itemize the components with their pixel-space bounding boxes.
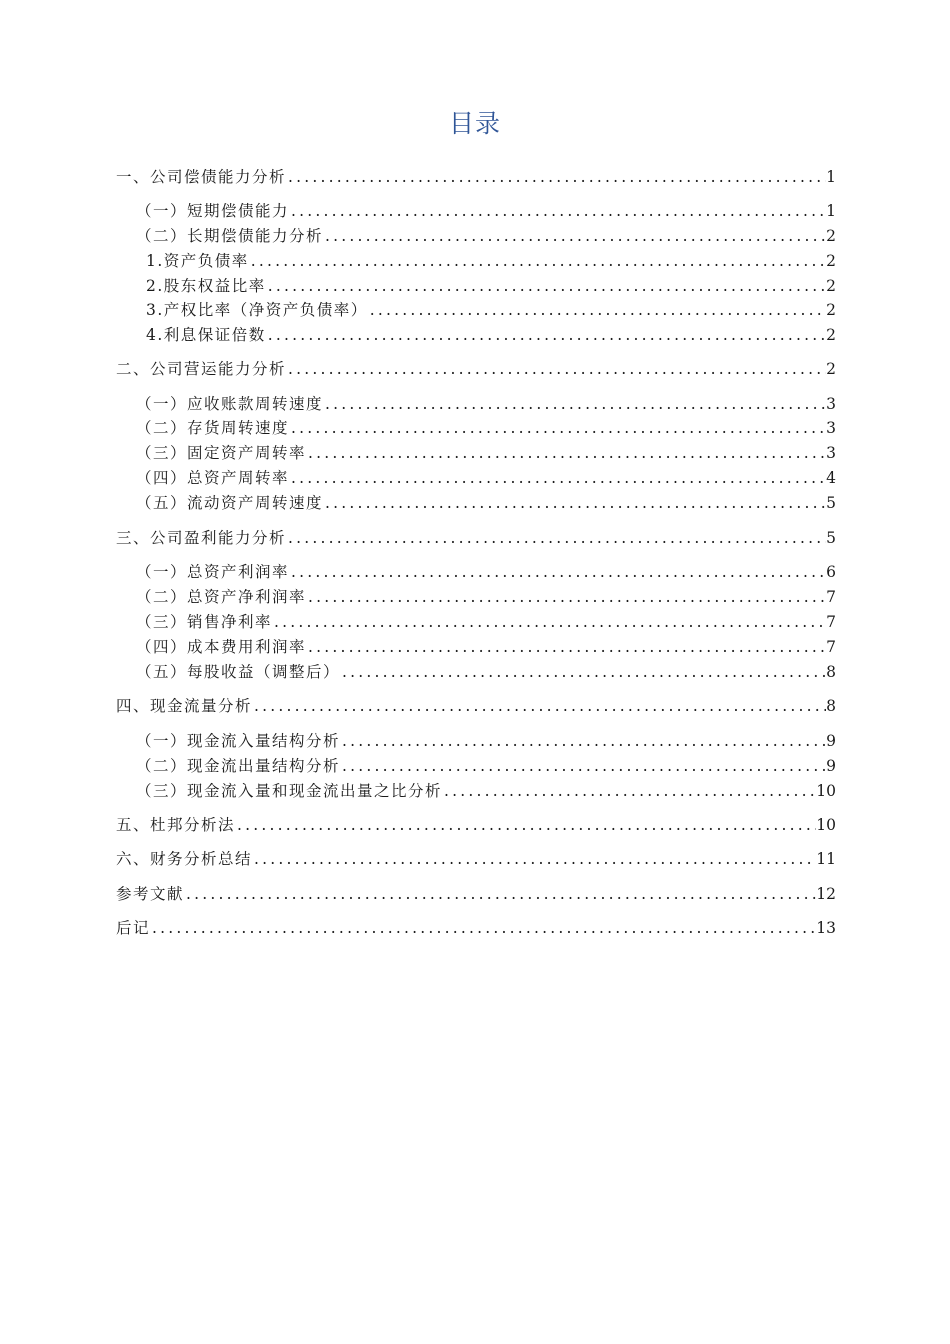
toc-entry-label: 后记 xyxy=(116,919,151,937)
toc-entry-page: 2 xyxy=(826,252,836,270)
toc-entry-page: 10 xyxy=(816,816,836,834)
toc-entry-label: （二）现金流出量结构分析 xyxy=(136,757,341,775)
toc-entry-label: （五）每股收益（调整后） xyxy=(136,663,341,681)
toc-entry-label: 2.股东权益比率 xyxy=(146,277,266,295)
toc-entry[interactable] xyxy=(116,881,836,905)
toc-entry[interactable] xyxy=(136,198,836,222)
toc-entry[interactable] xyxy=(136,490,836,514)
toc-entry[interactable] xyxy=(136,584,836,608)
toc-entry-page: 7 xyxy=(826,638,836,656)
toc-entry-label: 参考文献 xyxy=(116,885,185,903)
toc-entry-label: （三）现金流入量和现金流出量之比分析 xyxy=(136,782,443,800)
toc-entry-page: 9 xyxy=(826,732,836,750)
page-title: 目录 xyxy=(448,109,501,138)
dot-leader xyxy=(340,730,826,752)
toc-entry[interactable] xyxy=(116,356,836,380)
toc-entry-page: 3 xyxy=(826,395,836,413)
toc-entry[interactable] xyxy=(136,391,836,415)
toc-entry-page: 7 xyxy=(826,588,836,606)
toc-entry[interactable] xyxy=(136,659,836,683)
dot-leader xyxy=(272,611,826,633)
toc-entry-page: 2 xyxy=(826,360,836,378)
dot-leader xyxy=(306,636,826,658)
toc-entry-page: 12 xyxy=(816,885,836,903)
toc-entry[interactable] xyxy=(136,465,836,489)
toc-entry-label: （三）销售净利率 xyxy=(136,613,273,631)
toc-entry-label: （一）短期偿债能力 xyxy=(136,202,290,220)
toc-entry[interactable] xyxy=(116,164,836,188)
dot-leader xyxy=(340,755,826,777)
toc-entry[interactable] xyxy=(136,634,836,658)
toc-entry-label: 六、财务分析总结 xyxy=(116,850,253,868)
dot-leader xyxy=(286,166,826,188)
toc-entry[interactable] xyxy=(136,778,836,802)
dot-leader xyxy=(442,780,816,802)
toc-entry[interactable] xyxy=(146,322,836,346)
toc-entry[interactable] xyxy=(136,728,836,752)
toc-entry-page: 7 xyxy=(826,613,836,631)
toc-entry-page: 1 xyxy=(826,202,836,220)
dot-leader xyxy=(289,561,826,583)
dot-leader xyxy=(289,417,826,439)
toc-entry-label: （三）固定资产周转率 xyxy=(136,444,307,462)
toc-entry-label: （四）成本费用利润率 xyxy=(136,638,307,656)
toc-entry[interactable] xyxy=(136,440,836,464)
toc-entry-label: 四、现金流量分析 xyxy=(116,697,253,715)
toc-entry-page: 2 xyxy=(826,301,836,319)
toc-entry-label: （一）总资产利润率 xyxy=(136,563,290,581)
toc-entry-page: 5 xyxy=(826,529,836,547)
toc-entry-page: 5 xyxy=(826,494,836,512)
dot-leader xyxy=(286,527,826,549)
dot-leader xyxy=(249,250,826,272)
toc-entry-page: 2 xyxy=(826,277,836,295)
dot-leader xyxy=(323,225,826,247)
toc-entry-label: （二）存货周转速度 xyxy=(136,419,290,437)
toc-entry-label: 3.产权比率（净资产负债率） xyxy=(146,301,368,319)
toc-entry-page: 8 xyxy=(826,663,836,681)
dot-leader xyxy=(323,393,826,415)
toc-entry-label: 二、公司营运能力分析 xyxy=(116,360,287,378)
dot-leader xyxy=(184,883,816,905)
toc-entry[interactable] xyxy=(116,846,836,870)
toc-entry[interactable] xyxy=(136,415,836,439)
toc-entry[interactable] xyxy=(146,248,836,272)
dot-leader xyxy=(306,442,826,464)
toc-entry[interactable] xyxy=(146,273,836,297)
toc-entry-page: 3 xyxy=(826,419,836,437)
dot-leader xyxy=(289,467,826,489)
dot-leader xyxy=(289,200,826,222)
toc-entry-label: 五、杜邦分析法 xyxy=(116,816,236,834)
toc-entry-label: （二）总资产净利润率 xyxy=(136,588,307,606)
dot-leader xyxy=(286,358,826,380)
toc-entry-page: 8 xyxy=(826,697,836,715)
toc-entry-page: 3 xyxy=(826,444,836,462)
toc-entry[interactable] xyxy=(116,812,836,836)
toc-entry[interactable] xyxy=(136,559,836,583)
toc-entry-page: 4 xyxy=(826,469,836,487)
dot-leader xyxy=(340,661,826,683)
toc-entry[interactable] xyxy=(116,915,836,939)
toc-entry-page: 6 xyxy=(826,563,836,581)
toc-entry-label: 三、公司盈利能力分析 xyxy=(116,529,287,547)
toc-entry-label: （四）总资产周转率 xyxy=(136,469,290,487)
toc-entry-page: 2 xyxy=(826,326,836,344)
toc-entry[interactable] xyxy=(116,525,836,549)
toc-entry-label: （二）长期偿债能力分析 xyxy=(136,227,324,245)
toc-entry[interactable] xyxy=(116,693,836,717)
dot-leader xyxy=(252,695,826,717)
toc-entry-label: 一、公司偿债能力分析 xyxy=(116,168,287,186)
toc-entry-label: （一）现金流入量结构分析 xyxy=(136,732,341,750)
toc-entry-label: （一）应收账款周转速度 xyxy=(136,395,324,413)
toc-entry-page: 11 xyxy=(816,850,836,868)
dot-leader xyxy=(235,814,816,836)
toc-entry-page: 9 xyxy=(826,757,836,775)
toc-entry-page: 13 xyxy=(816,919,836,937)
toc-entry[interactable] xyxy=(136,753,836,777)
toc-entry[interactable] xyxy=(136,609,836,633)
toc-entry[interactable] xyxy=(146,297,836,321)
toc-entry-label: （五）流动资产周转速度 xyxy=(136,494,324,512)
toc-entry-label: 1.资产负债率 xyxy=(146,252,249,270)
dot-leader xyxy=(323,492,826,514)
dot-leader xyxy=(252,848,816,870)
dot-leader xyxy=(266,324,826,346)
toc-entry[interactable] xyxy=(136,223,836,247)
toc-entry-page: 1 xyxy=(826,168,836,186)
dot-leader xyxy=(306,586,826,608)
toc-entry-page: 10 xyxy=(816,782,836,800)
toc-entry-page: 2 xyxy=(826,227,836,245)
dot-leader xyxy=(368,299,826,321)
toc-entry-label: 4.利息保证倍数 xyxy=(146,326,266,344)
dot-leader xyxy=(150,917,816,939)
dot-leader xyxy=(266,275,826,297)
